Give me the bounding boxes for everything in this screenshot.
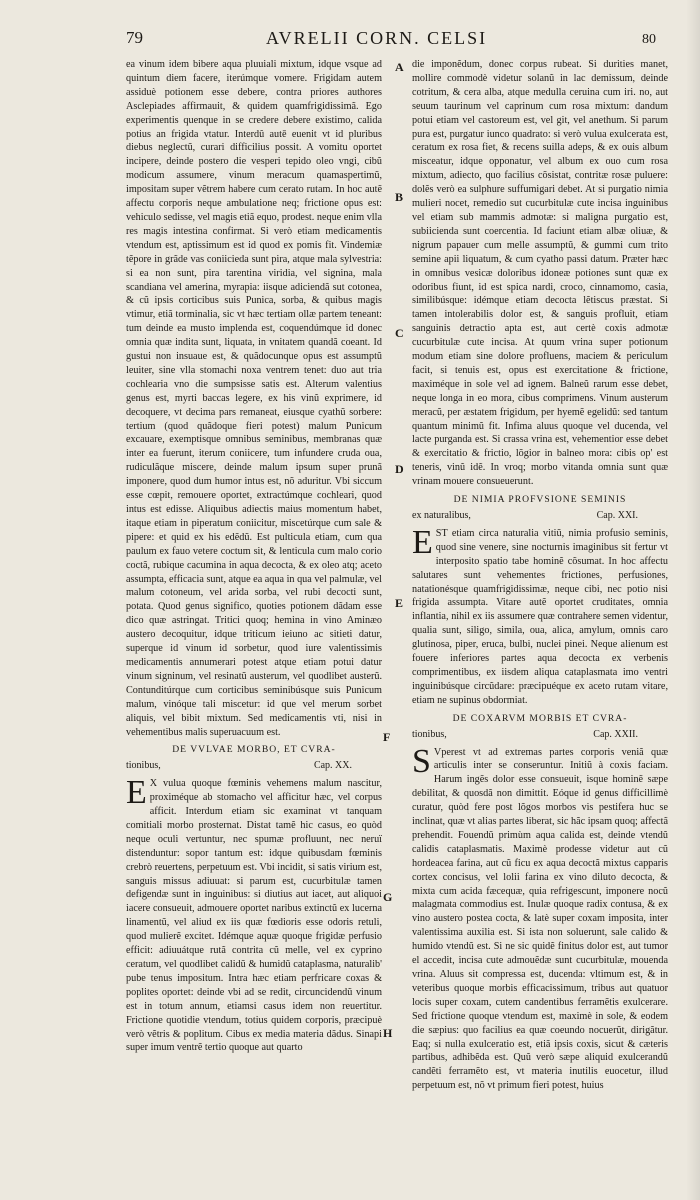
margin-letter-e: E [395, 596, 404, 610]
body-paragraph [412, 523, 668, 708]
paragraph-text: X vulua quoque fœminis vehemens malum nascitur, proximéque ab stomacho vel afficitur hæc, vel corpus afficit. Interdum etiam sic examinat vt tanquam comitiali morbo prosternat. Distat tamẽ hic casus, eo quòd neque oculi vertuntur, nec spumæ profluunt, nec neruï distenduntur: sopor tantum est: idque quibusdam fœminis crebrò reuertens, perpetuum est. Vbi incidit, si satis virium est, sanguis missus adiuuat: si parum est, cucurbitulæ tamen defigendæ sunt in inguinibus: si diutius aut iacet, aut aliquoi iacere consueuit, admouere oportet naribus extinctũ ex lucerna linamentũ, vel aliud ex iis quæ fœdioris esse odoris retuli, quod mulierẽ excitet. Idémque aquæ quoque frigidæ perfusio efficit: adiuuátque rutã contrita cũ melle, vel ex cyprino ceratum, vel quodlibet calidũ & humidũ cataplasma, naturalib' pube tenus impositum. Intra hæc etiam perfricare coxas & poplites oportet: deinde vbi ad se redit, circuncidendũ vinum est in totum annum, etiamsi casus idem non reuertitur. Frictione quotidie vtendum, totius quidem corporis, præcipuè verò vẽtris & poplitum. Cibus ex media materia dãdus. Sinapi super imum ventrẽ tertio quoque aut quarto [126, 778, 382, 1054]
chapter-heading: DE COXARVM MORBIS ET CVRA- [452, 712, 628, 724]
body-paragraph: ea vinum idem bibere aqua pluuiali mixtum, idque vsque ad quintum diem facere, iterúmque vomere. Frigidam autem assiduè potionem esse debere, contra priores authores Asclepiades affirmauit, & quidem quamfrigidissimã. Ego experimentis quenque in se credere debere existimo, calida potius an frigida vtatur. Interdû autē euenit vt id pluribus diebus neglectũ, curari difficilius possit. A vomitu oportet incipere, deinde postero die vesperi tepido oleo vngi, cibũ modicum assumere, vinum meracum quamaspertimũ, impositam super vẽtrem habere cum cerato rutam. In hoc autẽ affectu corporis neque ambulatione neq; frictione opus est: vehiculo sedisse, vel magis etiã equo, prodest. neque enim vlla res magis intestina confirmat. Si verò etiam medicamentis vtendum est, aptissimum est id quod ex pomis fit. Vindemiæ tẽpore in grãde vas coniicieda sunt pira, atque mala sylvestria: si ea non sunt, pira tarentina viridia, vel signina, mala scandiana vel amerina, myrapia: iisque adiciendã sut cotonea, & cũ ipsis corticibus suis Punica, sorba, & quibus magis vtimur, etiã torminalia, sic vt hæc tertiam ollæ partem teneant: tum deinde ea musto implenda est, coquendúmque id donec omnia quæ indita sunt, liquata, in vnitatem quandã coeant. Id gustui non insuaue est, & quãdocunque opus est assumptũ leuiter, sine vlla stomachi noxa ventrem tenet: duo aut tria cochlearia vno die sumpsisse satis est. Alterum valentius genus est, myrti baccas legere, ex his vinũ exprimere, id decoquere, vt decima pars remaneat, eiusque cyathũ sorbere: tertium (quod quãdoque fieri potest) malum Punicum excauare, exemptisque omnibus seminibus, membranas quæ inter ea fuerunt, iterum coniicere, tum infundere cruda oua, rudiculãque miscere, deinde malum ipsum super prunã imponere, quod dum humor intus est, nõ aduritur. Vbi siccum esse cœpit, remouere oportet, extractúmque cochleari, quod intus est edisse. Aliquibus adiectis maius momentum habet, itaque etiam in piperatum coniicitur, miscetúrque cum sale & pipere: et quid ex his edẽdũ. Est pulticula etiam, cum qua paulum ex fauo vetere coctum sit, & lenticula cum malo corio coctã, rubique cacumina in aqua decocta, & ex oleo atq; aceto assumpta, efficacia sunt, atque ea aqua in qua vel palmulæ, vel malum cotoneum, vel arida sorba, vel rubi decocti sunt, potata. Quod genus significo, quoties potionem dãdam esse dico quæ astringat. Tritici quoq; hemina in vino Aminæo austero decoquitur, idque triticum ieiuno ac sitieti datur, superque id vinum id sorbetur, quod iure valentissimis medicamentis annumerari potest atque etiam potui datur vinum signinum, vel resinatũ austerum, vel quodlibet austerũ. Contunditúrque cum corticibus seminibúsque suis Punicum malum, vinóque tali miscetur: id que vel merum sorbet aliquis, vel bibit mixtum. Sed medicamentis vti, nisi in vehementibus malis superuacuum est. [126, 59, 382, 738]
paragraph-text: Vperest vt ad extremas partes corporis veniã quæ articulis inter se conseruntur. Initiũ à coxis faciam. Harum ingẽs dolor esse consueuit, isque hominẽ sæpe debilitat, & quosdã non dimittit. Eóque id genus difficillimè curatur, quòd fere post lõgos morbos vis pestifera huc se inclinat, quæ vt alias partes liberat, sic hãc ipsam quoq; affectã prehendit. Fouendũ primùm aqua calida est, deinde vtendũ calidis cataplasmatis. Maximè prodesse videtur aut cũ hordeacea farina, aut cũ ficu ex aqua decoctã mixtus capparis cortex concisus, vel lolii farina ex vino diluto decocta, & mixta cum acida fæcequæ, quia refrigescunt, imponere nocũ malagmata commodius est. Inulæ quoque radix contusa, & ex vino austero postea cocta, & latè super coxam imposita, inter valentissima auxilia est. Si ista non soluerunt, sale calido & humido vtendũ est. Si ne sic quidẽ finitus dolor est, aut tumor el accedit, incisa cute admouẽdæ sunt cucurbitulæ, mouenda vrina. Aluus sit compressa est, ducenda: vltimum est, & in veteribus quoque morbis efficacissimum, tribus aut quatuor locis super coxam, cutem candentibus ferramẽtis exulcerare. Sed frictione quoque vtendum est, maximè in sole, & eodem die sæpius: quo facilius ea quæ coeundo nocuerũt, dirigãtur. Eaq; si nulla exulceratio est, etiã ipsis coxis, sicut & cæteris partibus, adhibẽda est. Quũ verò sæpe aliquid exulcerandũ candẽti ferramẽto est, vt materia inutilis euocetur, illud perpetuum est, nõ vt primum fieri potest, huius [412, 746, 668, 1092]
page-number: 79 [126, 28, 143, 47]
chapter-subheading [126, 759, 382, 773]
margin-letter-a: A [395, 60, 404, 74]
running-head [126, 28, 656, 58]
drop-cap: E [126, 774, 147, 812]
body-paragraph [412, 742, 668, 1094]
chapter-subheading-text: ex naturalibus, [412, 510, 471, 521]
drop-cap: S [412, 742, 431, 780]
drop-cap: E [412, 523, 433, 561]
chapter-subheading [412, 728, 668, 742]
chapter-subheading-text: tionibus, [126, 760, 161, 772]
chapter-number: Cap. XXI. [596, 510, 638, 521]
chapter-number: Cap. XX. [313, 760, 352, 772]
margin-letter-h: H [383, 1026, 393, 1040]
margin-letter-b: B [395, 190, 404, 204]
page-fold-shadow [686, 0, 700, 1200]
running-title: AVRELII CORN. CELSI [266, 28, 488, 48]
left-column [126, 58, 382, 1055]
right-column [412, 58, 668, 1093]
margin-letter-c: C [395, 326, 404, 340]
chapter-number: Cap. XXII. [593, 728, 638, 740]
chapter-subheading-text: tionibus, [412, 728, 447, 740]
folio-mark: 80 [642, 32, 656, 47]
chapter-heading: DE VVLVAE MORBO, ET CVRA- [172, 744, 336, 756]
chapter-heading: DE NIMIA PROFVSIONE SEMINIS [453, 494, 627, 506]
body-paragraph [126, 774, 382, 1055]
margin-letter-g: G [383, 890, 393, 904]
chapter-subheading [412, 509, 668, 523]
margin-letter-f: F [383, 730, 391, 744]
paragraph-text: ST etiam circa naturalia vitiũ, nimia profusio seminis, quod sine venere, sine nocturnis imaginibus sit fertur vt interposito spatio tabe hominẽ cõsumat. In hoc affectu salutares sunt vehementes frictiones, perfusiones, natationésque quamfrigidissimæ, neque cibi, nec potio nisi frigida assumpta. Vitare autẽ oportet cruditates, omnia inflantia, nihil ex iis assumere quæ contrahere semen videntur, qualia sunt, siligo, simila, oua, alica, amylum, omnis caro glutinosa, piper, eruca, bulbi, nuclei pinei. Neque alienum est fouere inferiores partes aqua decocta ex verbenis comprimentibus, ex iisdem aliqua cataplasmata imo ventri inguinibúsque circũdare: præcipuéque ex aceto rutam vitare, etiam ne supinus obdormiat. [412, 527, 668, 706]
margin-letter-d: D [395, 462, 404, 476]
body-paragraph: die imponẽdum, donec corpus rubeat. Si durities manet, mollire commodè videtur solanũ in lac demissum, deinde cotritum, & cera alba, atque medulla ceruina cum iri. no, aut seuum taurinum vel caprinum cum rosa mixtum: dandum potui etiam vel castoreum est, vel git, vel anethum. Si parum pura est, purgatur iunco quadrato: si verò vulua exulcerata est, ceratum ex rosa fiet, & recens suilla adeps, & ex ouis album misceatur, idque opponatur, vel album ex ouo cum rosa mixtum, adiecto, quo facilius cõsistat, contritæ rosæ puluere: dolẽs verò ea sulphure suffumigari debet. At si purgatio nimia mulieri nocet, remedio sut cucurbitulæ cute incisa inguinibus vel etiam sub mammis admotæ: si maligna purgatio est, subiicienda sunt coercentia. Id faciunt etiam albæ oliuæ, & nigrum papauer cum melle assumptũ, & gummi cum trito semine apii liquatum, & cum cyatho passi datum. Præter hæc in omnibus vesicæ doloribus idoneæ potiones sunt quæ ex odoribus fiunt, id est spica nardi, croco, cinnamomo, casia, similibúsque: idémque etiam decocta lẽtiscus præstat. Si tamen intolerabilis dolor est, & sanguis profluit, etiam sanguinis detractio apta est, aut certè coxis admotæ cucurbitulæ cute incisa. At quum vrina super potionum modum etiam sine dolore profluens, maciem & periculum facit, si tenuis est, opus est exercitatione & frictione, maximéque in sole vel ad ignem. Balneũ rarum esse debet, neque longa in eo mora, cibus comprimens. Vinum austerum meracũ, per æstatem frigidum, per hyemẽ egelidũ: sed tantum quantum minimũ fit. Infima aluus quoque vel ducenda, vel lacte purganda est. Si crassa vrina est, vehementior esse debet & exercitatio & frictio, lõgior in balneo mora: cibis op' est teneris, vinũ idẽ. In vroq; morbo vitanda omnia sunt quæ vrinam mouere consueuerunt. [412, 59, 668, 488]
